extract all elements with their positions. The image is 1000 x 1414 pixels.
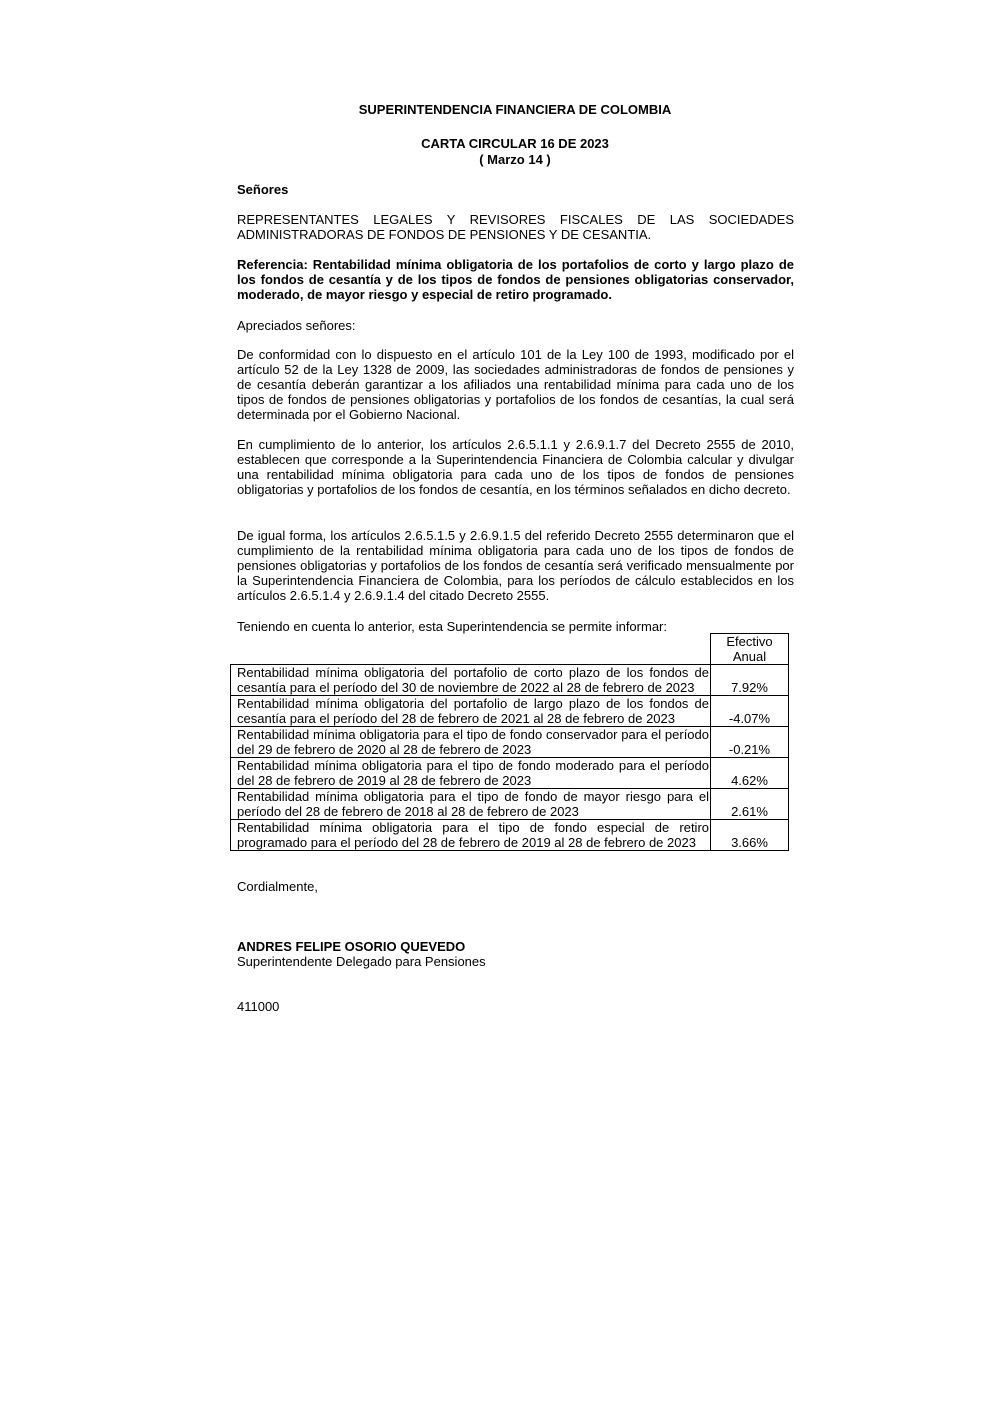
circular-date: ( Marzo 14 ) bbox=[479, 152, 551, 167]
signatory-position: Superintendente Delegado para Pensiones bbox=[237, 954, 486, 969]
row-description: Rentabilidad mínima obligatoria para el tipo de fondo conservador para el período del 29 de febrero de 2020 al 28 de febrero de 2023 bbox=[231, 727, 711, 758]
row-value: -0.21% bbox=[711, 727, 789, 758]
paragraph: De conformidad con lo dispuesto en el artículo 101 de la Ley 100 de 1993, modificado por el artículo 52 de la Ley 1328 de 2009, las sociedades administradoras de fondos de pensiones y de cesantía deberán garantizar a los afiliados una rentabilidad mínima para cada uno de los tipos de fondos de pensiones obligatorias y portafolios de los fondos de cesantías, la cual será determinada por el Gobierno Nacional. bbox=[237, 347, 794, 422]
column-header: Efectivo Anual bbox=[711, 634, 789, 665]
reference: Referencia: Rentabilidad mínima obligatoria de los portafolios de corto y largo plazo de los fondos de cesantía y de los tipos de fondos de pensiones obligatorias conservador, moderado, de mayor riesgo y especial de retiro programado. bbox=[237, 257, 794, 302]
greeting: Apreciados señores: bbox=[237, 318, 356, 333]
row-description: Rentabilidad mínima obligatoria del portafolio de largo plazo de los fondos de cesantía para el período del 28 de febrero de 2021 al 28 de febrero de 2023 bbox=[231, 696, 711, 727]
row-value: 4.62% bbox=[711, 758, 789, 789]
paragraph: En cumplimiento de lo anterior, los artículos 2.6.5.1.1 y 2.6.9.1.7 del Decreto 2555 de 2010, establecen que corresponde a la Superintendencia Financiera de Colombia calcular y divulgar una rentabilidad mínima obligatoria para cada uno de los tipos de fondos de pensiones obligatorias y portafolios de los fondos de cesantía, en los términos señalados en dicho decreto. bbox=[237, 437, 794, 497]
closing: Cordialmente, bbox=[237, 879, 318, 894]
table-header-row bbox=[231, 634, 789, 665]
table-intro: Teniendo en cuenta lo anterior, esta Superintendencia se permite informar: bbox=[237, 619, 667, 634]
table-row bbox=[231, 696, 789, 727]
row-description: Rentabilidad mínima obligatoria para el tipo de fondo especial de retiro programado para el período del 28 de febrero de 2019 al 28 de febrero de 2023 bbox=[231, 820, 711, 851]
table-row bbox=[231, 820, 789, 851]
table-row bbox=[231, 665, 789, 696]
paragraph: De igual forma, los artículos 2.6.5.1.5 y 2.6.9.1.5 del referido Decreto 2555 determinaron que el cumplimiento de la rentabilidad mínima obligatoria para cada uno de los tipos de fondos de pensiones obligatorias y portafolios de los fondos de cesantía será verificado mensualmente por la Superintendencia Financiera de Colombia, para los períodos de cálculo establecidos en los artículos 2.6.5.1.4 y 2.6.9.1.4 del citado Decreto 2555. bbox=[237, 528, 794, 603]
row-value: -4.07% bbox=[711, 696, 789, 727]
row-value: 3.66% bbox=[711, 820, 789, 851]
salutation: Señores bbox=[237, 182, 289, 197]
row-description: Rentabilidad mínima obligatoria para el tipo de fondo moderado para el período del 28 de febrero de 2019 al 28 de febrero de 2023 bbox=[231, 758, 711, 789]
reference-code: 411000 bbox=[237, 999, 280, 1014]
circular-title: CARTA CIRCULAR 16 DE 2023 bbox=[421, 136, 609, 151]
signatory-name: ANDRES FELIPE OSORIO QUEVEDO bbox=[237, 939, 466, 954]
row-description: Rentabilidad mínima obligatoria para el tipo de fondo de mayor riesgo para el período del 28 de febrero de 2018 al 28 de febrero de 2023 bbox=[231, 789, 711, 820]
entity-title: SUPERINTENDENCIA FINANCIERA DE COLOMBIA bbox=[358, 102, 672, 117]
table-row bbox=[231, 727, 789, 758]
row-description: Rentabilidad mínima obligatoria del portafolio de corto plazo de los fondos de cesantía para el período del 30 de noviembre de 2022 al 28 de febrero de 2023 bbox=[231, 665, 711, 696]
row-value: 7.92% bbox=[711, 665, 789, 696]
rates-table bbox=[230, 633, 789, 851]
table-row bbox=[231, 789, 789, 820]
table-row bbox=[231, 758, 789, 789]
row-value: 2.61% bbox=[711, 789, 789, 820]
recipients: REPRESENTANTES LEGALES Y REVISORES FISCALES DE LAS SOCIEDADES ADMINISTRADORAS DE FONDOS DE PENSIONES Y DE CESANTIA. bbox=[237, 212, 794, 242]
